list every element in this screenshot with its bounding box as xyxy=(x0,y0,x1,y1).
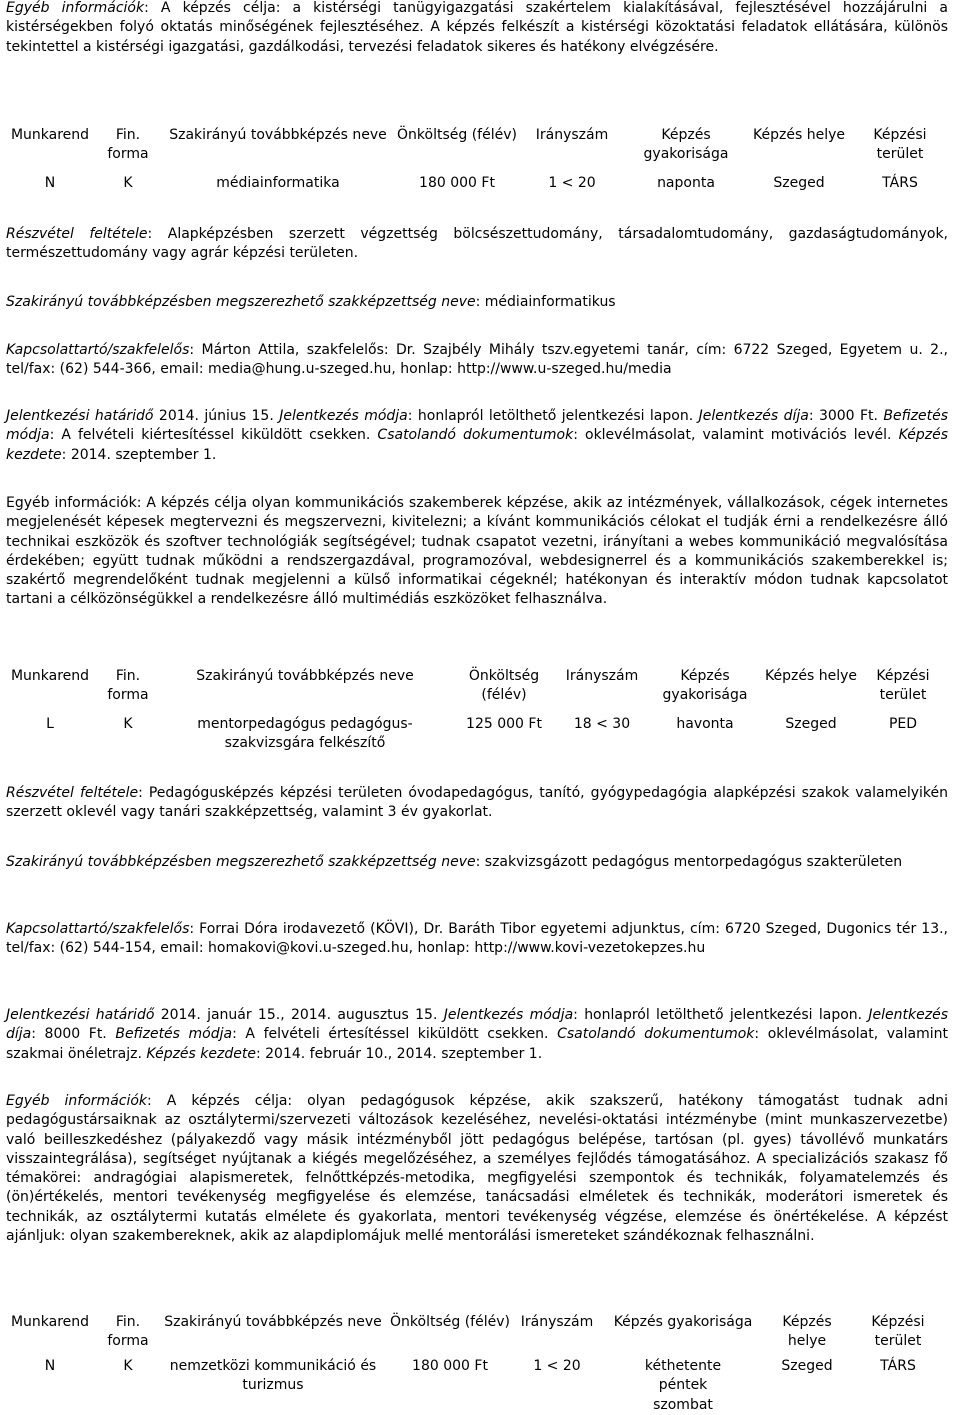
modja-text: : honlapról letölthető jelentkezési lapon. xyxy=(407,408,699,424)
kapcsolattarto-text: : Forrai Dóra irodavezető (KÖVI), Dr. Baráth Tibor egyetemi adjunktus, cím: 6720 Szeged, Dugonics tér 13., tel/fax: (62) 544-154, email: homakovi@kovi.u-szeged.hu, honlap: http://www.kovi-vezetokepzes.hu xyxy=(6,921,948,957)
szakkepzettseg-text: : médiainformatikus xyxy=(475,294,616,310)
header-fin-forma: Fin. forma xyxy=(107,1314,149,1350)
hatarido-label: Jelentkezési határidő xyxy=(6,1007,155,1023)
egyeb-paragraph-1 xyxy=(6,494,948,610)
reszvetel-text: : Alapképzésben szerzett végzettség bölcsészettudomány, társadalomtudomány, gazdaságtudományok, természettudomány vagy agrár képzési területen. xyxy=(6,226,949,262)
reszvetel-text: : Pedagógusképzés képzési területen óvodapedagógus, tanító, gyógypedagógia alapképzési szakok valamelyikén szerzett oklevél vagy tanári szakképzettség, valamint 3 év gyakorlat. xyxy=(6,785,948,821)
intro-egyeb-paragraph xyxy=(6,0,948,57)
kapcsolattarto-label: Kapcsolattartó/szakfelelős xyxy=(6,342,190,358)
header-iranyszam: Irányszám xyxy=(535,127,609,143)
befizetes-text: : A felvételi kiértesítéssel kiküldött csekken. xyxy=(49,427,378,444)
jelentkezes-paragraph-1 xyxy=(6,407,948,465)
cell-munkarend: N xyxy=(44,175,56,191)
cell-gyakorisag: kéthetente péntek szombat xyxy=(644,1358,722,1413)
cell-iranyszam: 1 < 20 xyxy=(548,175,596,191)
kapcsolattarto-paragraph-2 xyxy=(6,920,948,959)
cell-helye: Szeged xyxy=(785,716,837,732)
header-terulet: Képzési terület xyxy=(876,668,930,704)
header-munkarend: Munkarend xyxy=(10,668,90,684)
table-header-row xyxy=(4,667,948,715)
cell-nev: nemzetközi kommunikáció és turizmus xyxy=(169,1358,377,1394)
dija-label: Jelentkezés díja xyxy=(6,1007,949,1043)
modja-text: : honlapról letölthető jelentkezési lapon. xyxy=(573,1007,869,1023)
cell-onkoltseg: 180 000 Ft xyxy=(412,1358,488,1374)
cell-gyakorisag: havonta xyxy=(676,716,734,732)
header-terulet: Képzési terület xyxy=(873,127,927,163)
cell-fin-forma: K xyxy=(123,175,133,191)
header-iranyszam: Irányszám xyxy=(520,1314,594,1330)
cell-gyakorisag: naponta xyxy=(657,175,715,191)
csatolando-text: : oklevélmásolat, valamint motivációs levél. xyxy=(573,427,899,444)
cell-fin-forma: K xyxy=(123,1358,133,1374)
kapcsolattarto-paragraph-1 xyxy=(6,341,948,380)
hatarido-label: Jelentkezési határidő xyxy=(6,408,154,424)
header-onkoltseg: Önköltség (félév) xyxy=(397,127,517,143)
header-szakiranyu: Szakirányú továbbképzés neve xyxy=(164,1314,382,1330)
kezdete-text: : 2014. február 10., 2014. szeptember 1. xyxy=(255,1045,543,1062)
cell-terulet: TÁRS xyxy=(882,175,918,191)
szakkepzettseg-label: Szakirányú továbbképzésben megszerezhető szakképzettség neve xyxy=(6,294,476,310)
reszvetel-paragraph-1 xyxy=(6,225,948,264)
header-helye: Képzés helye xyxy=(765,668,857,684)
cell-helye: Szeged xyxy=(773,175,825,191)
table-row xyxy=(4,174,948,193)
kezdete-text: : 2014. szeptember 1. xyxy=(61,446,217,463)
header-fin-forma: Fin. forma xyxy=(107,668,149,704)
kezdete-label: Képzés kezdete xyxy=(6,427,948,463)
egyeb-label: Egyéb információk xyxy=(6,495,137,511)
table-header-row xyxy=(4,1313,948,1357)
egyeb-label: Egyéb információk xyxy=(6,1093,148,1109)
header-szakiranyu: Szakirányú továbbképzés neve xyxy=(169,127,387,143)
cell-iranyszam: 1 < 20 xyxy=(533,1358,581,1374)
header-szakiranyu: Szakirányú továbbképzés neve xyxy=(196,668,414,684)
header-munkarend: Munkarend xyxy=(10,127,90,143)
cell-onkoltseg: 125 000 Ft xyxy=(466,716,542,732)
cell-nev: médiainformatika xyxy=(216,175,340,191)
table-header-row xyxy=(4,126,948,174)
egyeb-text: : A képzés célja: a kistérségi tanügyigazgatási szakértelem kialakításával, fejlesztésével hozzájárulni a kistérségekben folyó oktatás minőségének fejlesztéséhez. A képzés felkészít a kistérségi közoktatási feladatok ellátására, különös tekintettel a kistérségi igazgatási, gazdálkodási, tervezési feladatok sikeres és hatékony elvégzésére. xyxy=(6,0,948,55)
header-helye: Képzés helye xyxy=(753,127,845,143)
dija-text: : 3000 Ft. xyxy=(808,408,884,424)
cell-terulet: TÁRS xyxy=(880,1358,916,1374)
egyeb-text: : A képzés célja: olyan pedagógusok képzése, akik szakszerű, hatékony támogatást tudnak adni pedagógustársaiknak az osztálytermi/szervezeti változások kezeléséhez, nevelési-oktatási intézménybe (mint munkaszervezetbe) való beilleszkedéshez (pályakezdő vagy másik intézményből jött pedagógus belépése, tartósan (pl. gyes) távollévő munkatárs visszaintegrálása), segítséget nyújtanak a kiégés megelőzéséhez, a személyes fejlődés támogatásához. A specializációs szakasz fő témakörei: andragógiai alapismeretek, felnőttképzés-metodika, megfigyelési szempontok és technikák, folyamatelemzés és (ön)értékelés, mentori tevékenység megfigyelése és elemzése, tanácsadási elméletek és technikák, moderátori ismeretek és technikák, az osztálytermi kutatás elmélete és gyakorlata, mentori tevékenység végzése, elemzése és önértékelése. A képzést ajánljuk: olyan szakembereknek, akik az alapdiplomájuk mellé mentorálási ismereteket szándékoznak felhasználni. xyxy=(6,1093,948,1245)
befizetes-text: : A felvételi értesítéssel kiküldött csekken. xyxy=(232,1026,558,1043)
program-table-2 xyxy=(4,667,948,754)
program-table-3 xyxy=(4,1313,948,1415)
cell-fin-forma: K xyxy=(123,716,133,732)
jelentkezes-paragraph-2 xyxy=(6,1006,948,1064)
szakkepzettseg-paragraph-1 xyxy=(6,293,948,312)
csatolando-label: Csatolandó dokumentumok xyxy=(557,1026,755,1043)
cell-terulet: PED xyxy=(888,716,918,732)
egyeb-text: : A képzés célja olyan kommunikációs szakemberek képzése, akik az intézmények, vállalkozások, cégek internetes megjelenését képesek megtervezni és megszervezni, kivitelezni; a kívánt kommunikációs célokat el tudják érni a rendelkezésre álló technikai eszközök és szoftver technológiák segítségével; tudnak csapatot vezetni, irányítani a webes kommunikáció megvalósítása érdekében; együtt tudnak működni a rendszergazdával, programozóval, webdesignerrel és a kommunikációs szakemberekkel is; szakértő megrendelőként tudnak megjelenni a külső informatikai cégeknél; hatékonyan és interaktív módon tudnak kapcsolatot tartani a célközönségükkel a rendelkezésre álló multimédiás eszközöket felhasználva. xyxy=(6,495,948,608)
header-gyakorisag: Képzés gyakorisága xyxy=(662,668,748,704)
szakkepzettseg-text: : szakvizsgázott pedagógus mentorpedagógus szakterületen xyxy=(475,854,903,870)
kezdete-label: Képzés kezdete xyxy=(146,1045,256,1062)
cell-onkoltseg: 180 000 Ft xyxy=(419,175,495,191)
modja-label: Jelentkezés módja xyxy=(279,408,408,424)
csatolando-text: : oklevélmásolat, valamint szakmai önéletrajz. xyxy=(6,1026,948,1062)
reszvetel-label: Részvétel feltétele xyxy=(6,785,139,801)
cell-nev: mentorpedagógus pedagógus-szakvizsgára felkészítő xyxy=(197,716,413,752)
dija-text: : 8000 Ft. xyxy=(31,1026,116,1043)
egyeb-label: Egyéb információk xyxy=(6,0,145,16)
header-onkoltseg: Önköltség (félév) xyxy=(468,668,540,704)
header-gyakorisag: Képzés gyakorisága xyxy=(643,127,729,163)
reszvetel-label: Részvétel feltétele xyxy=(6,226,148,242)
modja-label: Jelentkezés módja xyxy=(443,1007,574,1023)
program-table-1 xyxy=(4,126,948,193)
header-terulet: Képzési terület xyxy=(871,1314,925,1350)
table-row xyxy=(4,1357,948,1415)
szakkepzettseg-paragraph-2 xyxy=(6,853,948,872)
header-onkoltseg: Önköltség (félév) xyxy=(390,1314,510,1330)
header-iranyszam: Irányszám xyxy=(565,668,639,684)
kapcsolattarto-text: : Márton Attila, szakfelelős: Dr. Szajbély Mihály tszv.egyetemi tanár, cím: 6722 Szeged, Egyetem u. 2., tel/fax: (62) 544-366, email: media@hung.u-szeged.hu, honlap: http://www.u-szeged.hu/media xyxy=(6,342,948,378)
header-gyakorisag: Képzés gyakorisága xyxy=(613,1314,753,1330)
hatarido-text: 2014. június 15. xyxy=(153,408,280,424)
header-fin-forma: Fin. forma xyxy=(107,127,149,163)
befizetes-label: Befizetés módja xyxy=(6,408,949,444)
kapcsolattarto-label: Kapcsolattartó/szakfelelős xyxy=(6,921,190,937)
cell-munkarend: N xyxy=(44,1358,56,1374)
table-row xyxy=(4,715,948,754)
cell-iranyszam: 18 < 30 xyxy=(573,716,631,732)
egyeb-paragraph-2 xyxy=(6,1092,948,1246)
csatolando-label: Csatolandó dokumentumok xyxy=(377,427,574,444)
cell-munkarend: L xyxy=(46,716,54,732)
szakkepzettseg-label: Szakirányú továbbképzésben megszerezhető szakképzettség neve xyxy=(6,854,476,870)
header-munkarend: Munkarend xyxy=(10,1314,90,1330)
dija-label: Jelentkezés díja xyxy=(698,408,809,424)
hatarido-text: 2014. január 15., 2014. augusztus 15. xyxy=(154,1007,444,1023)
header-helye: Képzés helye xyxy=(782,1314,832,1350)
befizetes-label: Befizetés módja xyxy=(115,1026,233,1043)
reszvetel-paragraph-2 xyxy=(6,784,948,823)
cell-helye: Szeged xyxy=(781,1358,833,1374)
